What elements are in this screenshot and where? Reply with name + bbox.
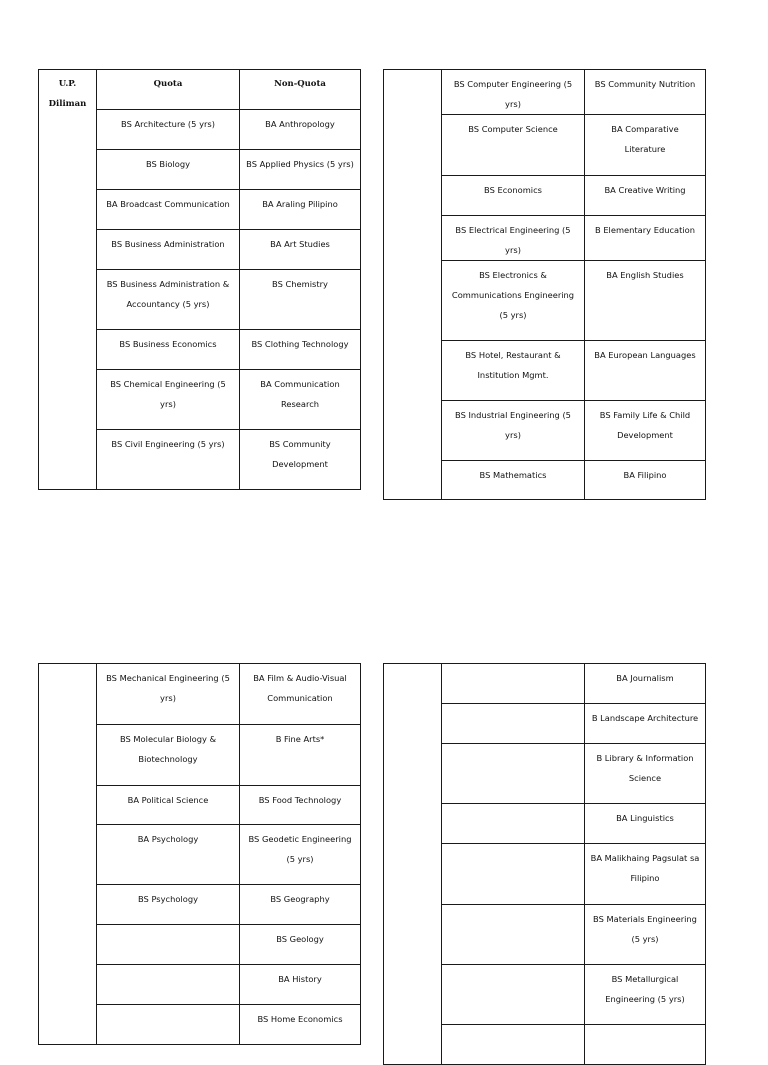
non-quota-program-cell: BA Comparative Literature	[585, 115, 706, 176]
quota-program-cell	[442, 844, 585, 905]
quota-program-cell: BS Architecture (5 yrs)	[97, 110, 240, 150]
quota-program-cell: BS Electrical Engineering (5 yrs)	[442, 216, 585, 261]
non-quota-program-cell: B Elementary Education	[585, 216, 706, 261]
non-quota-program-cell: B Landscape Architecture	[585, 704, 706, 744]
non-quota-program-cell: BA Filipino	[585, 461, 706, 500]
non-quota-program-cell: BA Araling Pilipino	[240, 190, 361, 230]
programs-table-4	[383, 663, 706, 1065]
quota-program-cell: BS Computer Engineering (5 yrs)	[442, 70, 585, 115]
non-quota-program-cell: BS Home Economics	[240, 1005, 361, 1045]
quota-program-cell: BS Business Economics	[97, 330, 240, 370]
programs-table-3	[38, 663, 361, 1045]
non-quota-program-cell: BA Malikhaing Pagsulat sa Filipino	[585, 844, 706, 905]
quota-program-cell: BA Political Science	[97, 786, 240, 825]
quota-program-cell: BS Psychology	[97, 885, 240, 925]
non-quota-program-cell-empty	[585, 1025, 706, 1065]
non-quota-program-cell: BA History	[240, 965, 361, 1005]
quota-program-cell: BS Hotel, Restaurant & Institution Mgmt.	[442, 341, 585, 401]
non-quota-program-cell: BA Linguistics	[585, 804, 706, 844]
non-quota-program-cell: BS Geodetic Engineering (5 yrs)	[240, 825, 361, 885]
quota-program-cell: BS Molecular Biology & Biotechnology	[97, 725, 240, 786]
non-quota-program-cell: BA Anthropology	[240, 110, 361, 150]
quota-program-cell	[97, 1005, 240, 1045]
non-quota-program-cell: BA Art Studies	[240, 230, 361, 270]
non-quota-program-cell: BA Film & Audio-Visual Communication	[240, 664, 361, 725]
non-quota-program-cell: B Fine Arts*	[240, 725, 361, 786]
non-quota-program-cell: BS Applied Physics (5 yrs)	[240, 150, 361, 190]
quota-program-cell: BA Psychology	[97, 825, 240, 885]
quota-program-cell	[442, 704, 585, 744]
campus-label-empty	[384, 664, 442, 1065]
quota-program-cell-empty	[442, 1025, 585, 1065]
non-quota-program-cell: BS Family Life & Child Development	[585, 401, 706, 461]
non-quota-program-cell: BA Journalism	[585, 664, 706, 704]
quota-program-cell: BS Electronics & Communications Engineering (5 yrs)	[442, 261, 585, 341]
non-quota-header: Non-Quota	[240, 70, 361, 110]
quota-program-cell: BS Business Administration	[97, 230, 240, 270]
quota-header: Quota	[97, 70, 240, 110]
campus-label-empty	[39, 664, 97, 1045]
quota-program-cell: BS Civil Engineering (5 yrs)	[97, 430, 240, 490]
non-quota-program-cell: BS Materials Engineering (5 yrs)	[585, 905, 706, 965]
programs-table-1	[38, 69, 361, 490]
quota-program-cell: BS Business Administration & Accountancy (5 yrs)	[97, 270, 240, 330]
non-quota-program-cell: BA Communication Research	[240, 370, 361, 430]
non-quota-program-cell: BS Metallurgical Engineering (5 yrs)	[585, 965, 706, 1025]
non-quota-program-cell: BS Community Development	[240, 430, 361, 490]
quota-program-cell: BS Computer Science	[442, 115, 585, 176]
quota-program-cell	[442, 965, 585, 1025]
quota-program-cell: BS Economics	[442, 176, 585, 216]
non-quota-program-cell: BS Geography	[240, 885, 361, 925]
non-quota-program-cell: BA English Studies	[585, 261, 706, 341]
non-quota-program-cell: BA Creative Writing	[585, 176, 706, 216]
non-quota-program-cell: BS Community Nutrition	[585, 70, 706, 115]
non-quota-program-cell: BS Chemistry	[240, 270, 361, 330]
campus-label-empty	[384, 70, 442, 500]
non-quota-program-cell: BS Clothing Technology	[240, 330, 361, 370]
quota-program-cell	[442, 804, 585, 844]
quota-program-cell: BS Mathematics	[442, 461, 585, 500]
programs-table-2	[383, 69, 706, 500]
quota-program-cell: BA Broadcast Communication	[97, 190, 240, 230]
quota-program-cell	[442, 744, 585, 804]
quota-program-cell: BS Biology	[97, 150, 240, 190]
quota-program-cell: BS Industrial Engineering (5 yrs)	[442, 401, 585, 461]
quota-program-cell	[442, 664, 585, 704]
quota-program-cell	[97, 925, 240, 965]
non-quota-program-cell: BS Food Technology	[240, 786, 361, 825]
campus-label: U.P. Diliman	[39, 70, 97, 490]
non-quota-program-cell: B Library & Information Science	[585, 744, 706, 804]
quota-program-cell	[442, 905, 585, 965]
non-quota-program-cell: BS Geology	[240, 925, 361, 965]
quota-program-cell	[97, 965, 240, 1005]
non-quota-program-cell: BA European Languages	[585, 341, 706, 401]
quota-program-cell: BS Mechanical Engineering (5 yrs)	[97, 664, 240, 725]
quota-program-cell: BS Chemical Engineering (5 yrs)	[97, 370, 240, 430]
